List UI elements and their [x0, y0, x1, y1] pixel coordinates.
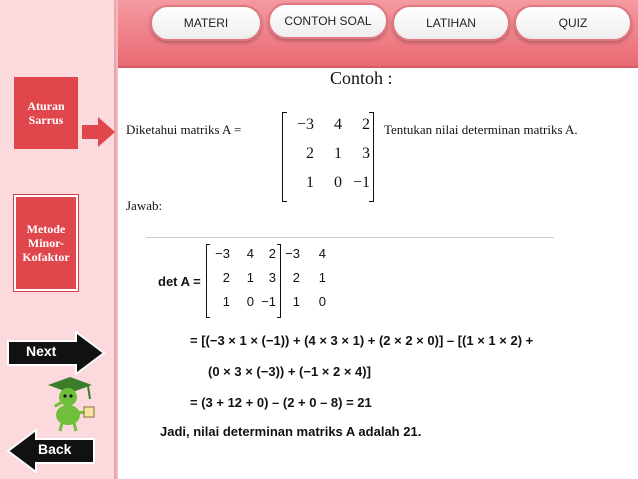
calc-line-3: = (3 + 12 + 0) – (2 + 0 – 8) = 21	[190, 395, 372, 410]
calc-line-1: = [(−3 × 1 × (−1)) + (4 × 3 × 1) + (2 × 2 × 0)] – [(1 × 1 × 2) +	[190, 333, 534, 348]
metode-minor-kofaktor-button[interactable]	[14, 195, 78, 291]
nav-contoh-soal-button[interactable]: CONTOH SOAL	[268, 3, 388, 39]
aturan-sarrus-button[interactable]	[14, 77, 78, 149]
nav-latihan-button[interactable]: LATIHAN	[392, 5, 510, 41]
matrix-left-bracket	[282, 112, 287, 202]
arrow-right-icon	[82, 117, 116, 147]
back-label: Back	[38, 441, 72, 457]
metode-label-line2: Minor-	[27, 236, 65, 250]
divider-line	[146, 237, 554, 238]
sarrus-cell: 4	[318, 246, 326, 261]
sarrus-cell: −3	[285, 246, 300, 261]
next-button[interactable]	[6, 331, 106, 375]
sarrus-cell: 1	[318, 270, 326, 285]
next-label: Next	[26, 343, 57, 359]
matrix-cell: −3	[296, 116, 314, 133]
sarrus-cell: 0	[246, 294, 254, 309]
back-button[interactable]	[6, 429, 96, 473]
det-label: det A =	[158, 274, 201, 289]
matrix-cell: 2	[306, 145, 314, 162]
nav-materi-button[interactable]: MATERI	[150, 5, 262, 41]
matrix-cell: 4	[334, 116, 342, 133]
matrix-cell: 3	[362, 145, 370, 162]
sarrus-cell: 1	[292, 294, 300, 309]
matrix-cell: 0	[334, 174, 342, 191]
matrix-cell: 2	[362, 116, 370, 133]
problem-prefix: Diketahui matriks A =	[126, 122, 242, 137]
metode-label-line1: Metode	[26, 222, 66, 236]
sarrus-cell: 2	[222, 270, 230, 285]
nav-quiz-button[interactable]: QUIZ	[514, 5, 632, 41]
matrix-cell: 1	[306, 174, 314, 191]
sarrus-cell: 4	[246, 246, 254, 261]
aturan-sarrus-label-line2: Sarrus	[28, 113, 64, 127]
calc-line-2: (0 × 3 × (−3)) + (−1 × 2 × 4)]	[208, 364, 371, 379]
conclusion-text: Jadi, nilai determinan matriks A adalah 21.	[160, 424, 422, 439]
matrix-cell: 1	[334, 145, 342, 162]
page-title: Contoh :	[330, 68, 393, 88]
problem-suffix: Tentukan nilai determinan matriks A.	[384, 122, 578, 137]
sarrus-cell: −3	[215, 246, 230, 261]
sarrus-cell: 0	[318, 294, 326, 309]
sarrus-cell: 2	[268, 246, 276, 261]
sarrus-cell: 1	[222, 294, 230, 309]
jawab-label: Jawab:	[126, 198, 163, 213]
sarrus-cell: −1	[261, 294, 276, 309]
aturan-sarrus-label-line1: Aturan	[27, 99, 65, 113]
graduate-mascot-icon	[36, 375, 96, 433]
matrix-cell: −1	[352, 174, 370, 191]
sarrus-cell: 1	[246, 270, 254, 285]
metode-label-line3: Kofaktor	[22, 250, 70, 264]
sarrus-cell: 2	[292, 270, 300, 285]
sidebar-divider	[116, 0, 118, 479]
sarrus-cell: 3	[268, 270, 276, 285]
